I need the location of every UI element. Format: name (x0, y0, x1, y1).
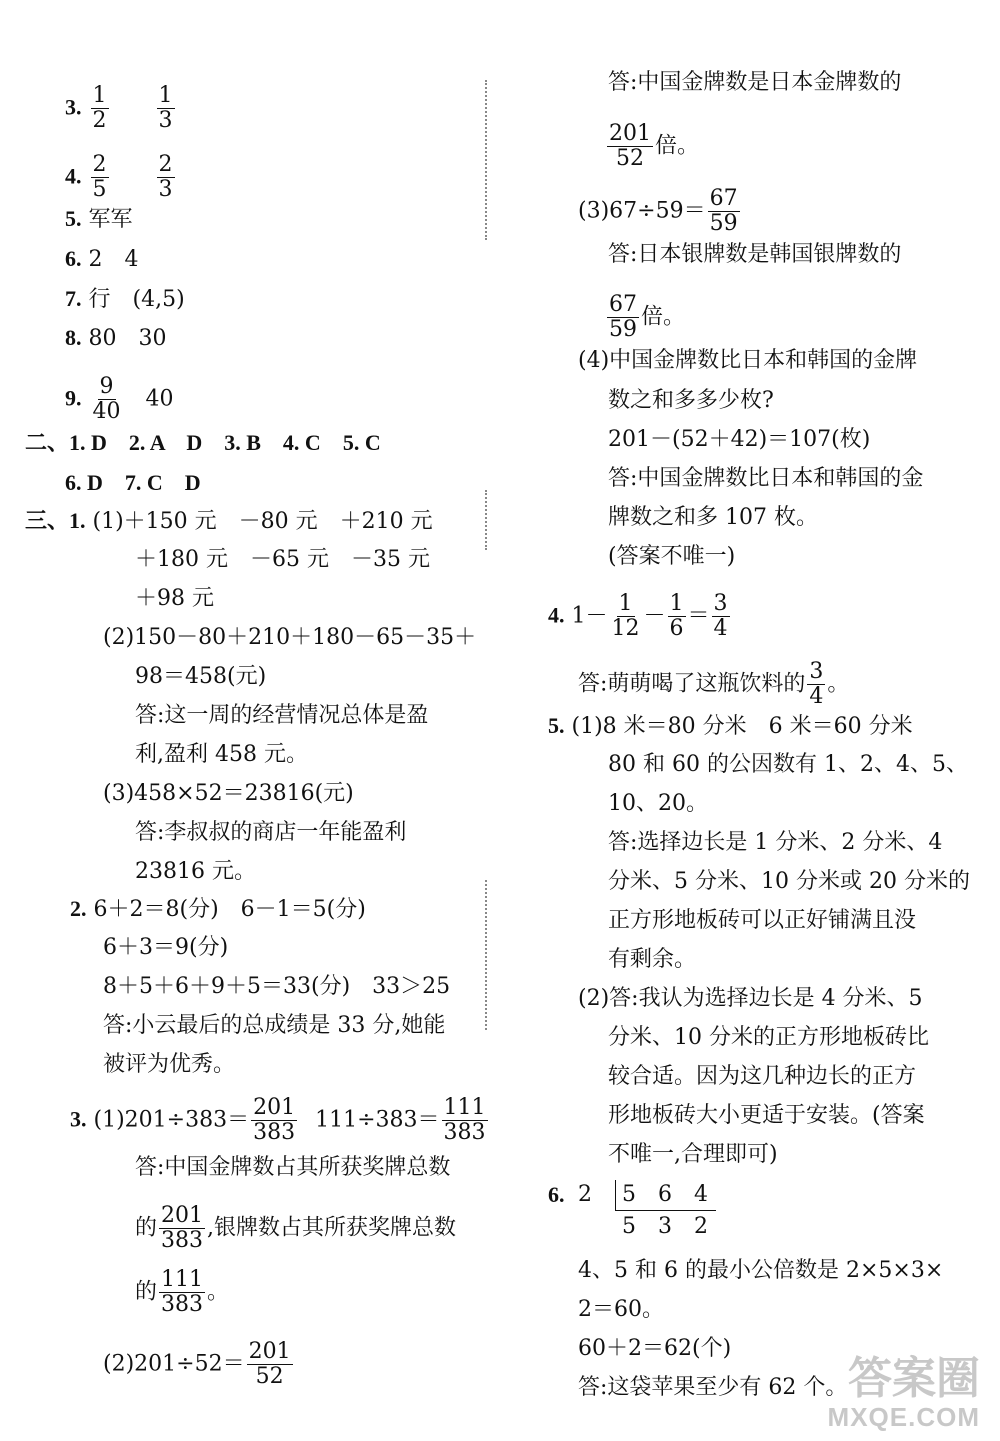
watermark (828, 1356, 980, 1433)
short-division-divisor: 2 (578, 1182, 592, 1207)
text-line: 答:中国金牌数是日本金牌数的 (608, 70, 902, 95)
text-line: (3)458×52＝23816(元) (103, 781, 354, 806)
text-line: ＋180 元 －65 元 －35 元 (135, 547, 430, 572)
short-division-dividends: 5 6 4 (615, 1180, 716, 1211)
text-line: (4)中国金牌数比日本和韩国的金牌 (578, 348, 918, 373)
text-line: 201－(52＋42)＝107(枚) (608, 427, 871, 452)
fraction: $\frac{3}{4}$ (809, 659, 824, 709)
fraction: $\frac{1}{2}$ (92, 83, 107, 133)
text-line: 数之和多多少枚? (608, 388, 774, 413)
section-3-q2: 2. 6＋2＝8(分) 6－1＝5(分) (70, 896, 366, 922)
text-line: (3)67÷59＝ $\frac{67}{59}$ (578, 186, 738, 236)
fraction: $\frac{201}{383}$ (253, 1095, 296, 1145)
section-3-q1: 三、1. (1)＋150 元 －80 元 ＋210 元 (25, 508, 433, 534)
fraction: $\frac{1}{12}$ (611, 591, 640, 641)
answer-6: 6. 2 4 (65, 246, 139, 272)
fraction: $\frac{111}{383}$ (161, 1267, 204, 1317)
text-line: 利,盈利 458 元。 (135, 742, 308, 767)
fraction: $\frac{111}{383}$ (443, 1095, 486, 1145)
column-divider (485, 80, 487, 240)
fraction: $\frac{67}{59}$ (709, 186, 738, 236)
text-line: 23816 元。 (135, 859, 256, 884)
short-division-quotients: 5 3 2 (622, 1214, 708, 1239)
text-line: 答:这袋苹果至少有 62 个。 (578, 1375, 848, 1400)
fraction: $\frac{9}{40}$ (92, 374, 121, 424)
watermark-site: MXQE.COM (827, 1402, 980, 1432)
column-divider (485, 880, 487, 1030)
text-line: (2)201÷52＝ $\frac{201}{52}$ (103, 1339, 291, 1389)
text-line: 较合适。因为这几种边长的正方 (608, 1064, 917, 1089)
answer-5: 5. 军军 (65, 206, 133, 232)
watermark-logo: 答案圈 (848, 1354, 980, 1403)
text-line: 答:中国金牌数比日本和韩国的金 (608, 466, 924, 491)
text-line: 答:中国金牌数占其所获奖牌总数 (135, 1155, 451, 1180)
text-line: 答:日本银牌数是韩国银牌数的 (608, 242, 902, 267)
fraction: $\frac{201}{52}$ (248, 1339, 291, 1389)
answer-3: 3. $\frac{1}{2}$ $\frac{1}{3}$ (65, 83, 173, 133)
section-3-q3: 3. (1)201÷383＝ $\frac{201}{383}$ 111÷383＝ $\frac{111}{383}$ (70, 1095, 486, 1145)
fraction: $\frac{2}{3}$ (158, 152, 173, 202)
text-line: 分米、10 分米的正方形地板砖比 (608, 1025, 929, 1050)
text-line: 的 $\frac{111}{383}$ 。 (135, 1267, 230, 1317)
fraction: $\frac{3}{4}$ (713, 591, 728, 641)
fraction: $\frac{201}{383}$ (161, 1203, 204, 1253)
text-line: 8＋5＋6＋9＋5＝33(分) 33＞25 (103, 974, 451, 999)
answer-4-right: 4. 1－ $\frac{1}{12}$ － $\frac{1}{6}$ ＝ $\frac{3}{4}$ (548, 591, 728, 641)
text-line: 被评为优秀。 (103, 1052, 236, 1077)
answer-4: 4. $\frac{2}{5}$ $\frac{2}{3}$ (65, 152, 173, 202)
text-line: 2＝60。 (578, 1297, 664, 1322)
fraction: $\frac{1}{3}$ (158, 83, 173, 133)
answer-5-right: 5. (1)8 米＝80 分米 6 米＝60 分米 (548, 713, 913, 739)
text-line: 分米、5 分米、10 分米或 20 分米的 (608, 869, 970, 894)
text-line: 60＋2＝62(个) (578, 1336, 732, 1361)
text-line: 答:萌萌喝了这瓶饮料的 $\frac{3}{4}$ 。 (578, 659, 850, 709)
fraction: $\frac{2}{5}$ (92, 152, 107, 202)
section-2: 二、1. D 2. A D 3. B 4. C 5. C (25, 430, 381, 455)
answer-7: 7. 行 (4,5) (65, 286, 185, 312)
answer-9: 9. $\frac{9}{40}$ 40 (65, 374, 174, 424)
fraction: $\frac{67}{59}$ (609, 292, 637, 342)
text-line: 10、20。 (608, 791, 708, 816)
fraction: $\frac{1}{6}$ (669, 591, 684, 641)
text-line: (2)150－80＋210＋180－65－35＋ (103, 625, 477, 650)
text-line: $\frac{201}{52}$ 倍。 (609, 121, 700, 171)
text-line: 的 $\frac{201}{383}$ ,银牌数占其所获奖牌总数 (135, 1203, 457, 1253)
text-line: 6＋3＝9(分) (103, 935, 229, 960)
text-line: $\frac{67}{59}$ 倍。 (609, 292, 686, 342)
text-line: 4、5 和 6 的最小公倍数是 2×5×3× (578, 1258, 944, 1283)
text-line: (2)答:我认为选择边长是 4 分米、5 (578, 986, 923, 1011)
section-2-line-2: 6. D 7. C D (65, 470, 201, 495)
text-line: 答:李叔叔的商店一年能盈利 (135, 820, 407, 845)
text-line: 形地板砖大小更适于安装。(答案 (608, 1103, 925, 1128)
answer-8: 8. 80 30 (65, 325, 167, 351)
text-line: 牌数之和多 107 枚。 (608, 505, 818, 530)
text-line: 有剩余。 (608, 947, 697, 972)
text-line: 不唯一,合理即可) (608, 1142, 778, 1167)
text-line: 80 和 60 的公因数有 1、2、4、5、 (608, 752, 968, 777)
text-line: 98＝458(元) (135, 664, 267, 689)
text-line: (答案不唯一) (608, 544, 736, 569)
text-line: 答:选择边长是 1 分米、2 分米、4 (608, 830, 943, 855)
text-line: 答:小云最后的总成绩是 33 分,她能 (103, 1013, 446, 1038)
fraction: $\frac{201}{52}$ (609, 121, 651, 171)
text-line: ＋98 元 (135, 586, 214, 611)
text-line: 正方形地板砖可以正好铺满且没 (608, 908, 917, 933)
text-line: 答:这一周的经营情况总体是盈 (135, 703, 429, 728)
column-divider (485, 490, 487, 550)
